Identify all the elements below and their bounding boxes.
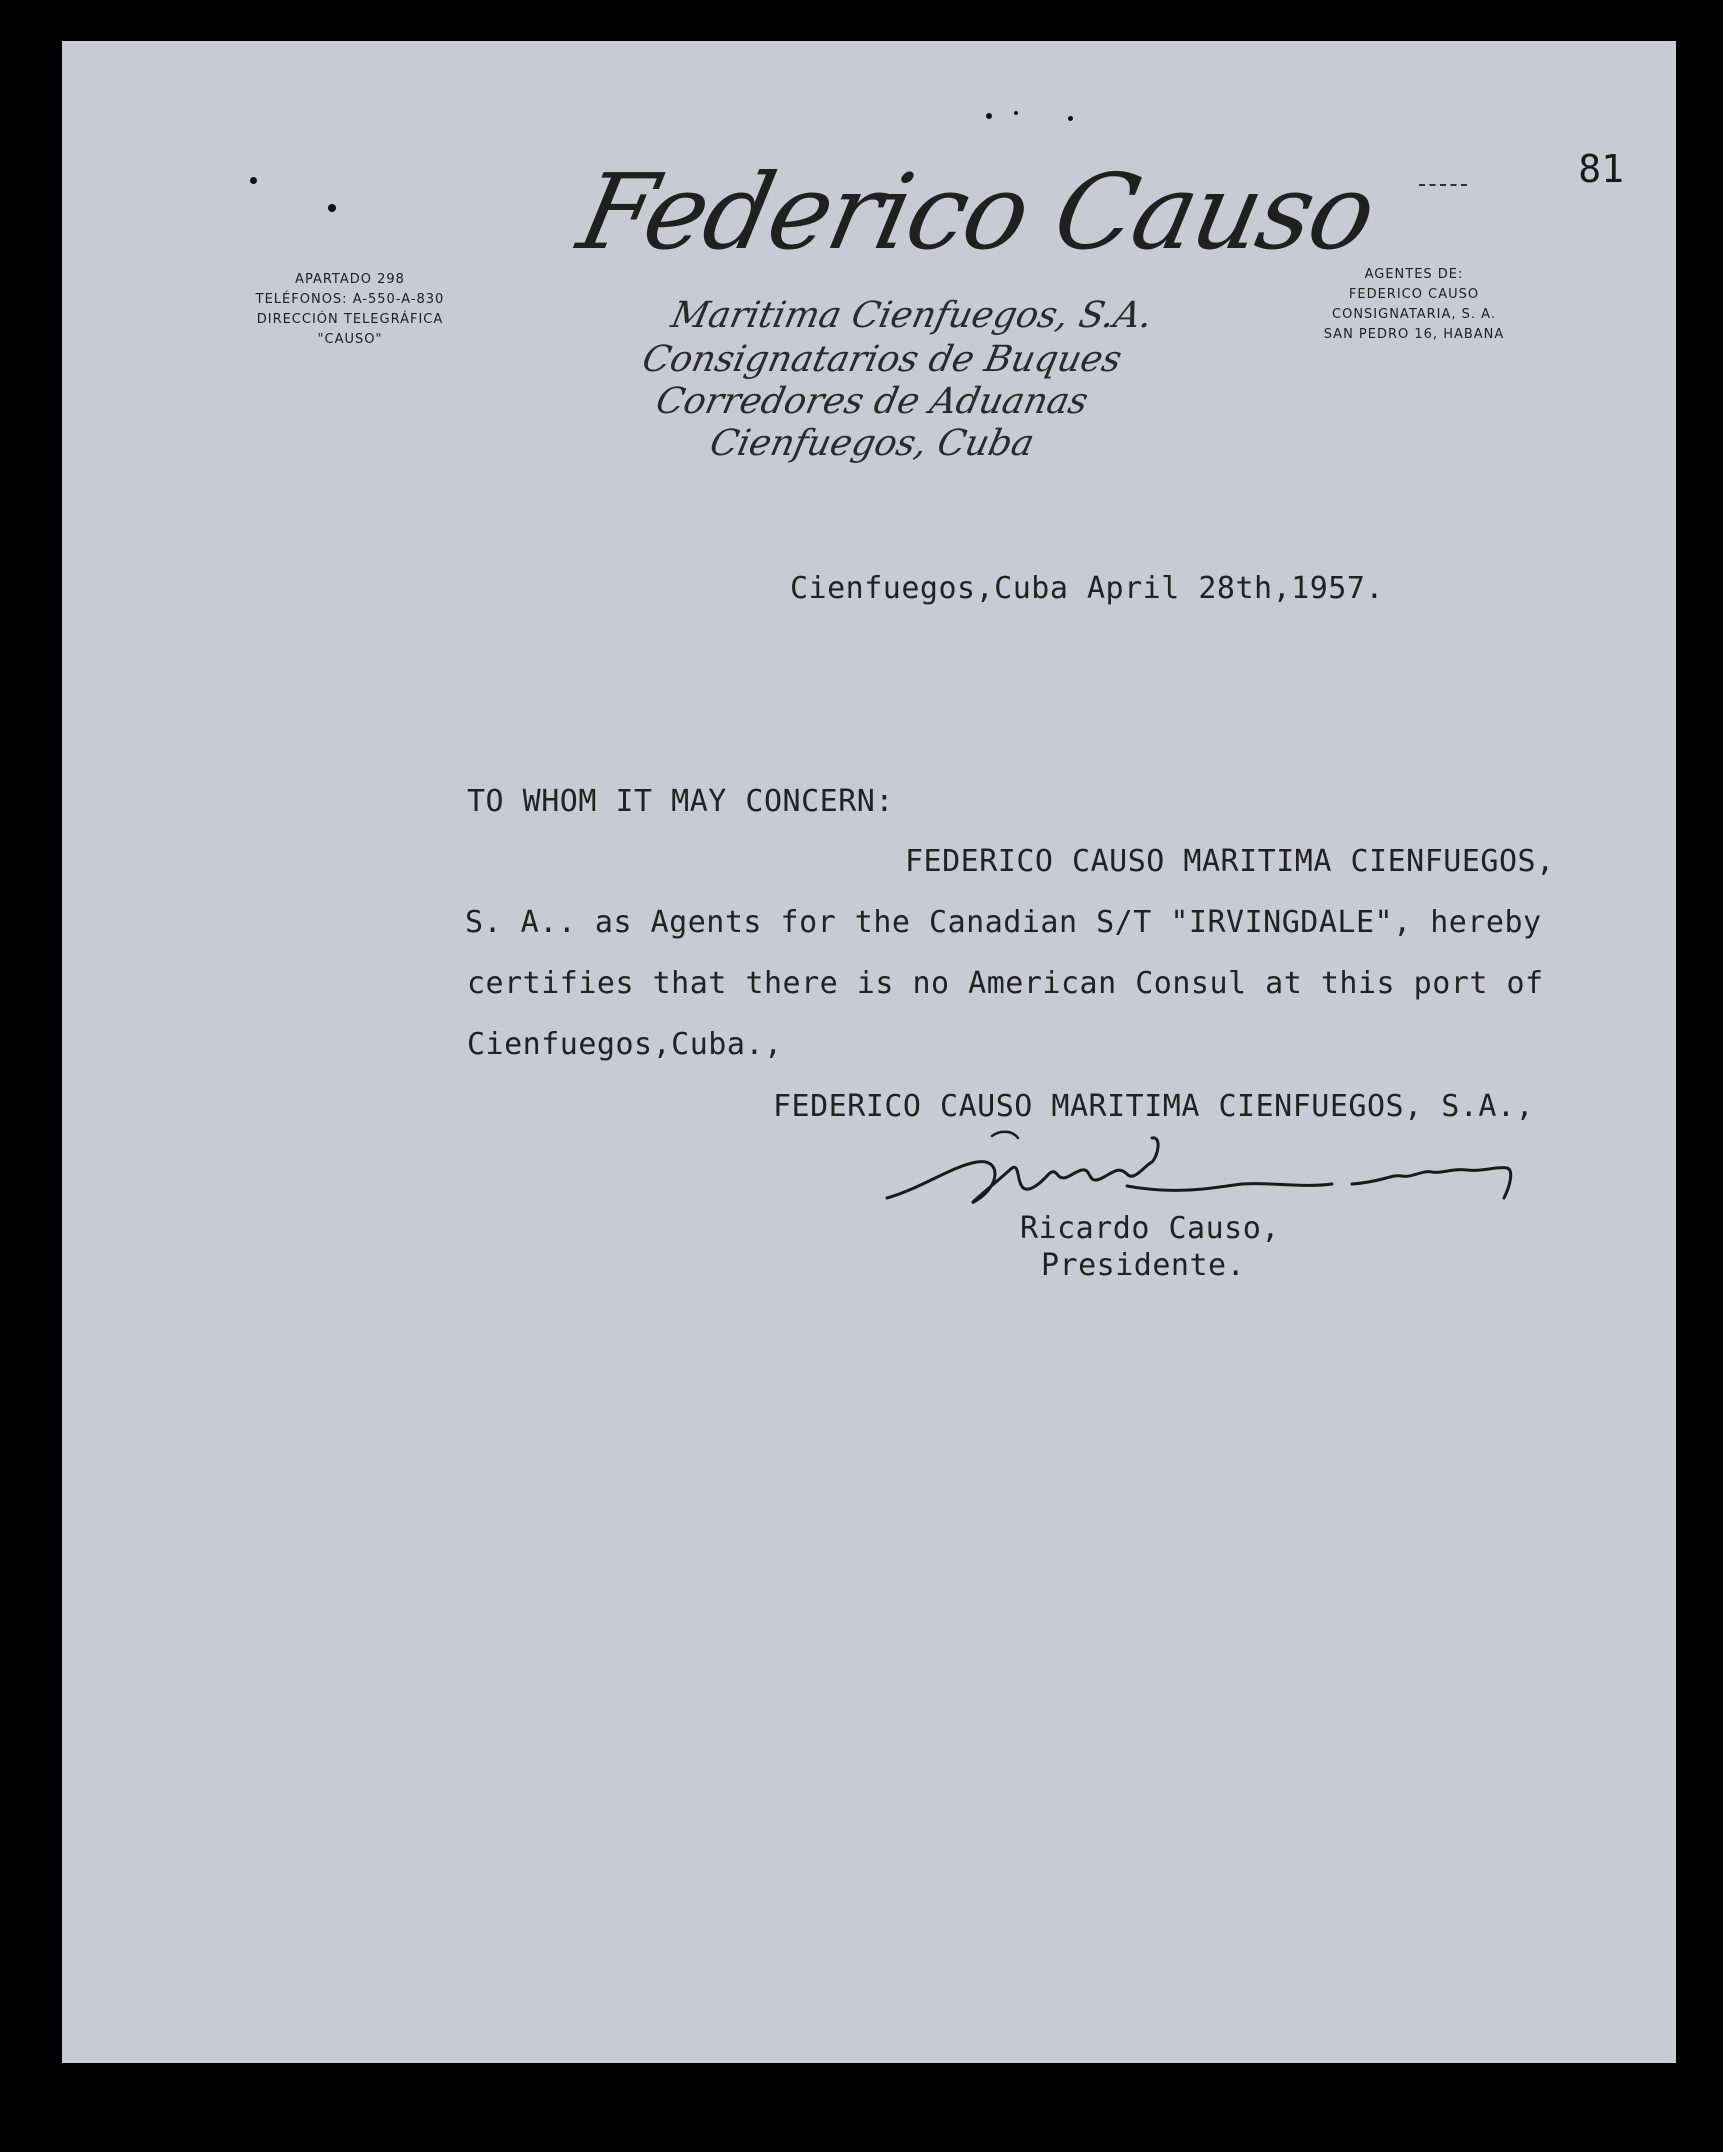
closing-company: FEDERICO CAUSO MARITIMA CIENFUEGOS, S.A., — [773, 1089, 1535, 1124]
letterhead-agents-block — [1284, 265, 1544, 345]
body-line: S. A.. as Agents for the Canadian S/T "IRVINGDALE", hereby — [465, 905, 1542, 940]
letterhead-logo — [569, 151, 1385, 491]
dash-mark — [1419, 184, 1467, 186]
letterhead-script-line: Maritima Cienfuegos, S.A. — [667, 295, 1157, 336]
letterhead-script-line: Cienfuegos, Cuba — [706, 423, 1038, 464]
body-line: Cienfuegos,Cuba., — [467, 1027, 783, 1062]
ink-speck — [250, 177, 257, 184]
letterhead-script-line: Corredores de Aduanas — [652, 381, 1092, 422]
body-line: certifies that there is no American Consul at this port of — [467, 966, 1544, 1001]
agents-line: FEDERICO CAUSO — [1348, 287, 1480, 302]
letterhead-script-line: Consignatarios de Buques — [638, 339, 1126, 380]
salutation: TO WHOM IT MAY CONCERN: — [467, 784, 894, 819]
letter-date: Cienfuegos,Cuba April 28th,1957. — [790, 571, 1384, 606]
agents-line: SAN PEDRO 16, HABANA — [1323, 327, 1505, 342]
contact-line: DIRECCIÓN TELEGRÁFICA — [256, 312, 444, 327]
agents-line: CONSIGNATARIA, S. A. — [1332, 307, 1496, 322]
agents-line: AGENTES DE: — [1364, 267, 1464, 282]
contact-line: APARTADO 298 — [295, 272, 405, 287]
body-line: FEDERICO CAUSO MARITIMA CIENFUEGOS, — [905, 844, 1555, 879]
letterhead-contact-block — [220, 270, 480, 350]
company-script-title: Federico Causo — [569, 151, 1385, 273]
contact-line: "CAUSO" — [317, 332, 383, 347]
letter-page — [62, 41, 1676, 2063]
ink-speck — [1014, 111, 1018, 115]
ink-speck — [1068, 116, 1073, 121]
ink-speck — [328, 204, 336, 212]
contact-line: TELÉFONOS: A-550-A-830 — [255, 292, 445, 307]
signer-title: Presidente. — [1041, 1248, 1246, 1283]
signer-name: Ricardo Causo, — [1020, 1211, 1280, 1246]
ink-speck — [986, 113, 992, 119]
page-number: 81 — [1578, 147, 1624, 191]
